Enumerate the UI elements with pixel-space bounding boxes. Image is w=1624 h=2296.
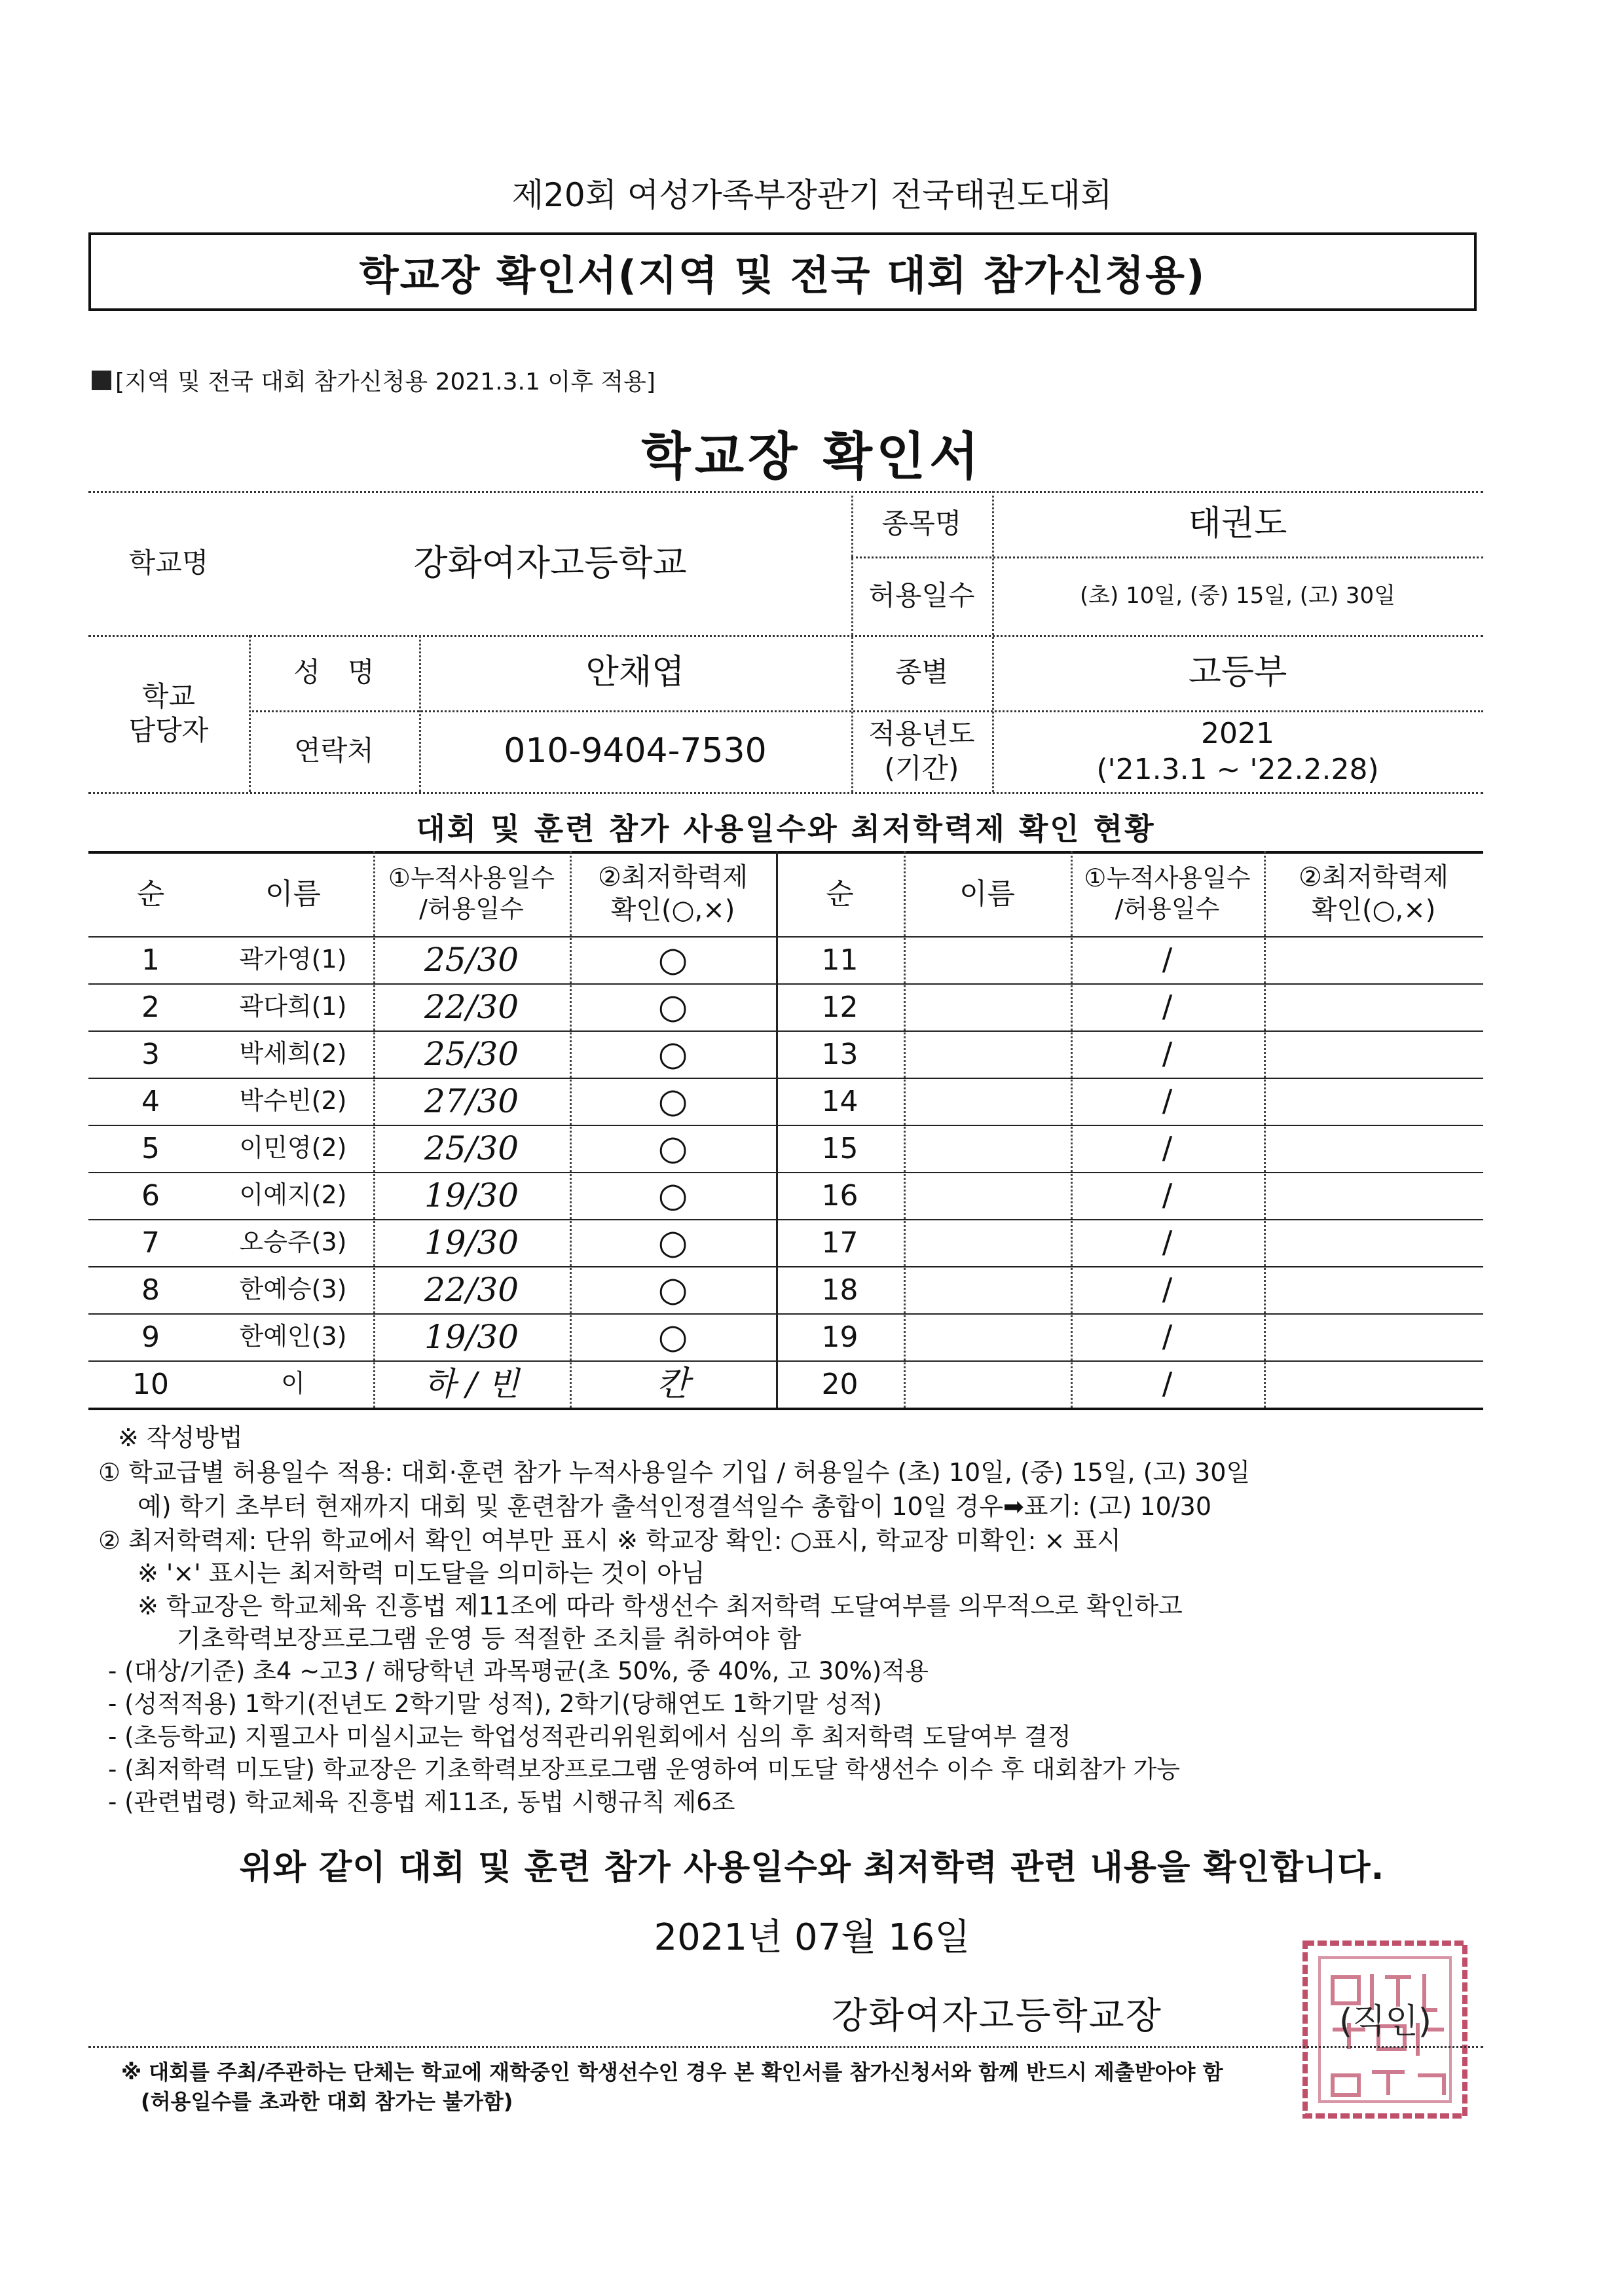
row-days: / <box>1162 1130 1173 1166</box>
row-check <box>1264 1172 1483 1219</box>
header-days-left-2: /허용일수 <box>419 894 524 923</box>
instruction-target: - (대상/기준) 초4 ~고3 / 해당학년 과목평균(초 50%, 중 40%, 고 30%)적용 <box>108 1657 929 1685</box>
header-days-right-2: /허용일수 <box>1115 894 1220 923</box>
row-no: 4 <box>141 1084 160 1118</box>
row-name: 한예인(3) <box>239 1322 347 1351</box>
row-name: 이민영(2) <box>239 1133 347 1163</box>
instruction-2-note-2b: 기초학력보장프로그램 운영 등 적절한 조치를 취하여야 함 <box>177 1624 802 1653</box>
boxed-title: 학교장 확인서(지역 및 전국 대회 참가신청용) <box>359 251 1206 299</box>
main-title: 학교장 확인서 <box>641 428 983 486</box>
row-days: / <box>1162 1083 1173 1119</box>
row-check: ○ <box>657 1034 688 1074</box>
confirmation-date: 2021년 07월 16일 <box>654 1916 970 1959</box>
row-no: 13 <box>821 1037 858 1071</box>
row-days: / <box>1162 1271 1173 1307</box>
row-days: 25/30 <box>424 940 519 979</box>
period: ('21.3.1 ~ '22.2.28) <box>1096 752 1379 786</box>
principal-name: 강화여자고등학교장 <box>832 1995 1162 2037</box>
row-name <box>904 1360 1071 1408</box>
row-check: ○ <box>657 1317 688 1357</box>
row-days: 하 / 빈 <box>424 1364 519 1403</box>
manager-label-line2: 담당자 <box>128 714 209 746</box>
row-check <box>1264 1219 1483 1266</box>
row-no: 8 <box>141 1273 160 1307</box>
row-no: 12 <box>821 990 858 1024</box>
header-days-left-1: ①누적사용일수 <box>388 863 555 892</box>
sport-label: 종목명 <box>881 507 962 539</box>
manager-label <box>88 635 249 792</box>
row-check: ○ <box>657 1222 688 1262</box>
row-name: 곽가영(1) <box>239 945 347 974</box>
row-name <box>904 1219 1071 1266</box>
header-days-left <box>373 851 570 936</box>
row-no: 9 <box>141 1320 160 1354</box>
row-name <box>904 983 1071 1030</box>
row-no: 6 <box>141 1178 160 1212</box>
row-check: ○ <box>657 1269 688 1309</box>
row-check: ○ <box>657 1128 688 1168</box>
sport-value: 태권도 <box>1188 503 1287 543</box>
seal-label: (직인) <box>1339 2002 1432 2041</box>
row-no: 1 <box>141 943 160 977</box>
row-check <box>1264 1078 1483 1125</box>
row-check <box>1264 1125 1483 1172</box>
contact-value: 010-9404-7530 <box>504 731 767 771</box>
row-name: 박수빈(2) <box>239 1086 347 1116</box>
instruction-below-standard: - (최저학력 미도달) 학교장은 기초학력보장프로그램 운영하여 미도달 학생선수 이수 후 대회참가 가능 <box>108 1755 1181 1783</box>
row-no: 5 <box>141 1131 160 1165</box>
row-check: ○ <box>657 939 688 979</box>
row-check <box>1264 1360 1483 1408</box>
manager-name: 안채엽 <box>585 653 685 692</box>
row-days: / <box>1162 1177 1173 1213</box>
header-check-right <box>1264 851 1483 936</box>
row-name: 이예지(2) <box>239 1180 347 1210</box>
row-check <box>1264 1266 1483 1313</box>
division-value: 고등부 <box>1188 653 1287 692</box>
row-check <box>1264 1313 1483 1360</box>
row-days: / <box>1162 989 1173 1025</box>
row-name <box>904 1313 1071 1360</box>
confirmation-statement: 위와 같이 대회 및 훈련 참가 사용일수와 최저학력 관련 내용을 확인합니다. <box>239 1848 1385 1887</box>
row-name: 박세희(2) <box>239 1039 347 1068</box>
row-no: 10 <box>132 1367 169 1401</box>
school-name: 강화여자고등학교 <box>413 542 687 584</box>
header-check-left-2: 확인(○,×) <box>610 895 735 925</box>
row-check: ○ <box>657 987 688 1027</box>
instruction-2: ② 최저학력제: 단위 학교에서 확인 여부만 표시 ※ 학교장 확인: ○표시, 학교장 미확인: × 표시 <box>98 1526 1121 1555</box>
row-days: 19/30 <box>424 1317 519 1356</box>
official-seal <box>1300 1938 1470 2121</box>
row-check: ○ <box>657 1175 688 1215</box>
row-days: / <box>1162 1224 1173 1260</box>
row-name <box>904 936 1071 983</box>
row-no: 19 <box>821 1320 858 1354</box>
header-check-right-1: ②최저학력제 <box>1298 862 1449 892</box>
year-label-line1: 적용년도 <box>868 718 975 750</box>
allowed-days-value: (초) 10일, (중) 15일, (고) 30일 <box>1079 582 1396 609</box>
header-name-left: 이름 <box>265 877 321 911</box>
row-name <box>904 1030 1071 1078</box>
instruction-2-note-1: ※ '×' 표시는 최저학력 미도달을 의미하는 것이 아님 <box>138 1559 705 1588</box>
row-days: 22/30 <box>424 987 519 1026</box>
header-check-left <box>570 851 776 936</box>
division-label: 종별 <box>895 656 949 689</box>
year-value <box>992 710 1483 792</box>
row-check <box>1264 936 1483 983</box>
row-name <box>904 1078 1071 1125</box>
instruction-1-example: 예) 학기 초부터 현재까지 대회 및 훈련참가 출석인정결석일수 총합이 10일 경우➡표기: (고) 10/30 <box>138 1492 1212 1521</box>
row-no: 3 <box>141 1037 160 1071</box>
header-check-left-1: ②최저학력제 <box>597 862 748 892</box>
header-name-right: 이름 <box>959 877 1015 911</box>
school-label: 학교명 <box>128 546 209 579</box>
row-name: 한예승(3) <box>239 1275 347 1304</box>
row-days: 19/30 <box>424 1176 519 1214</box>
row-days: 25/30 <box>424 1129 519 1167</box>
row-check <box>1264 1030 1483 1078</box>
year-label-line2: (기간) <box>884 752 959 784</box>
row-name <box>904 1125 1071 1172</box>
boxed-title-frame <box>88 232 1477 311</box>
row-days: 25/30 <box>424 1034 519 1073</box>
footer-note: ※ 대회를 주최/주관하는 단체는 학교에 재학중인 학생선수인 경우 본 확인서를 참가신청서와 함께 반드시 제출받아야 함 <box>121 2060 1223 2085</box>
row-no: 2 <box>141 990 160 1024</box>
section-title: 대회 및 훈련 참가 사용일수와 최저학력제 확인 현황 <box>416 811 1156 847</box>
row-no: 7 <box>141 1226 160 1260</box>
row-name <box>904 1172 1071 1219</box>
subtitle-note-text: [지역 및 전국 대회 참가신청용 2021.3.1 이후 적용] <box>115 369 655 395</box>
row-days: / <box>1162 1366 1173 1402</box>
name-label: 성 명 <box>293 656 375 689</box>
instruction-2-note-2: ※ 학교장은 학교체육 진흥법 제11조에 따라 학생선수 최저학력 도달여부를 의무적으로 확인하고 <box>138 1592 1183 1620</box>
info-bottom-border <box>88 792 1483 794</box>
row-no: 11 <box>821 943 858 977</box>
contact-label: 연락처 <box>294 735 374 767</box>
manager-label-line1: 학교 <box>141 680 196 712</box>
row-name <box>904 1266 1071 1313</box>
row-name: 이 <box>281 1369 305 1398</box>
year: 2021 <box>1201 716 1274 750</box>
footer-divider <box>88 2046 1483 2048</box>
instruction-grades: - (성적적용) 1학기(전년도 2학기말 성적), 2학기(당해연도 1학기말 성적) <box>108 1690 882 1718</box>
row-no: 20 <box>821 1367 858 1401</box>
row-days: / <box>1162 1319 1173 1355</box>
header-no-right: 순 <box>826 877 854 911</box>
row-no: 17 <box>821 1226 858 1260</box>
instruction-1: ① 학교급별 허용일수 적용: 대회·훈련 참가 누적사용일수 기입 / 허용일수 (초) 10일, (중) 15일, (고) 30일 <box>98 1458 1251 1487</box>
row-no: 15 <box>821 1131 858 1165</box>
event-title: 제20회 여성가족부장관기 전국태권도대회 <box>511 176 1113 214</box>
header-days-right-1: ①누적사용일수 <box>1084 863 1251 892</box>
row-check: ○ <box>657 1081 688 1121</box>
subtitle-note <box>92 363 655 397</box>
table-bottom-border <box>88 1408 1483 1410</box>
row-no: 16 <box>821 1178 858 1212</box>
header-no-left: 순 <box>136 877 165 911</box>
row-no: 18 <box>821 1273 858 1307</box>
row-days: / <box>1162 941 1173 977</box>
row-days: 22/30 <box>424 1270 519 1309</box>
instructions-heading: ※ 작성방법 <box>118 1423 243 1452</box>
bullet-square-icon <box>92 371 111 390</box>
row-no: 14 <box>821 1084 858 1118</box>
allowed-days-label: 허용일수 <box>868 579 975 611</box>
row-check: 칸 <box>656 1364 690 1404</box>
instruction-law: - (관련법령) 학교체육 진흥법 제11조, 동법 시행규칙 제6조 <box>108 1788 735 1816</box>
footer-note-2: (허용일수를 초과한 대회 참가는 불가함) <box>141 2089 513 2114</box>
row-name: 오승주(3) <box>239 1228 347 1257</box>
row-check <box>1264 983 1483 1030</box>
instruction-elementary: - (초등학교) 지필고사 미실시교는 학업성적관리위원회에서 심의 후 최저학력 도달여부 결정 <box>108 1722 1071 1751</box>
year-label <box>851 710 992 792</box>
row-days: / <box>1162 1036 1173 1072</box>
row-name: 곽다희(1) <box>239 992 347 1021</box>
header-check-right-2: 확인(○,×) <box>1311 895 1436 925</box>
row-days: 19/30 <box>424 1223 519 1262</box>
row-days: 27/30 <box>424 1082 519 1120</box>
header-days-right <box>1071 851 1264 936</box>
